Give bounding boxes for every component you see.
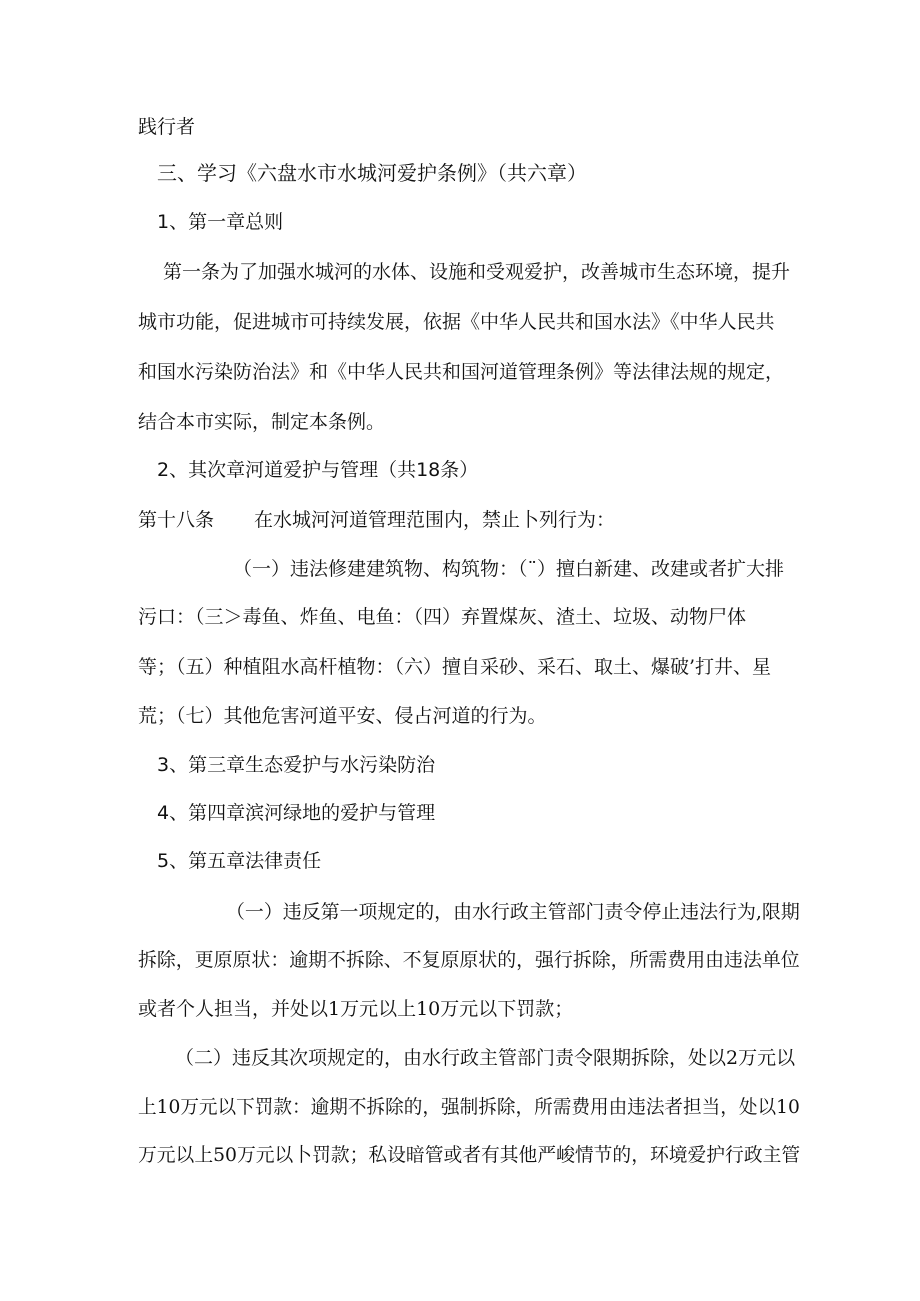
liability-1-line-2: 拆除，更原原状：逾期不拆除、不复原原状的，强行拆除，所需费用由违法单位 <box>138 949 800 971</box>
section-heading-regulation: 三、学习《六盘水市水城河爱护条例》（共六章） <box>157 161 587 185</box>
prohibited-acts-line-3: 等；（五）种植阻水高杆植物：（六）擅自采砂、采石、取土、爆破’打井、星 <box>138 656 772 678</box>
article-1-line-2: 城市功能，促进城市可持续发展，依据《中华人民共和国水法》《中华人民共 <box>138 311 775 333</box>
article-18-line <box>138 508 615 532</box>
liability-2-line-3: 万元以上50万元以卜罚款；私设暗管或者有其他严峻情节的，环境爱护行政主管 <box>138 1144 801 1166</box>
chapter-1-heading: 1、第一章总则 <box>157 211 284 233</box>
article-1-line-3: 和国水污染防治法》和《中华人民共和国河道管理条例》等法律法规的规定， <box>138 361 785 383</box>
article-1-line-1-text: 第一条为了加强水城河的水体、设施和受观爱护，改善城市生态环境，提升 <box>163 261 791 283</box>
chapter-5-heading: 5、第五章法律责任 <box>157 850 322 872</box>
prohibited-acts-line-1: （一）违法修建建筑物、构筑物：（¨）擅白新建、改建或者扩大排 <box>233 558 785 580</box>
article-18-label: 第十八条 <box>138 509 215 531</box>
liability-2-line-2: 上10万元以下罚款：逾期不拆除的，强制拆除，所需费用由违法者担当，处以10 <box>138 1096 800 1118</box>
liability-2-line-1: （二）违反其次项规定的，由水行政主管部门责令限期拆除，处以2万元以 <box>175 1047 796 1069</box>
liability-1-line-3: 或者个人担当，并处以1万元以上10万元以下罚款； <box>138 998 574 1020</box>
liability-1-line-1: （一）违反第一项规定的，由水行政主管部门责令停止违法行为,限期 <box>226 901 800 923</box>
chapter-2-heading: 2、其次章河道爱护与管理（共18条） <box>157 459 479 481</box>
article-18-intro: 在水城河河道管理范围内，禁止卜列行为： <box>254 509 616 531</box>
text-line-continuation: 践行者 <box>138 116 196 138</box>
article-1-line-4: 结合本市实际，制定本条例。 <box>138 411 386 433</box>
prohibited-acts-line-4: 荒；（七）其他危害河道平安、侵占河道的行为。 <box>138 705 547 727</box>
chapter-4-heading: 4、第四章滨河绿地的爱护与管理 <box>157 802 436 824</box>
article-1-line-1 <box>163 260 791 284</box>
chapter-3-heading: 3、第三章生态爱护与水污染防治 <box>157 754 436 776</box>
prohibited-acts-line-2: 污口：（三＞毒鱼、炸鱼、电鱼：（四）弃置煤灰、渣土、垃圾、动物尸体 <box>138 606 747 628</box>
